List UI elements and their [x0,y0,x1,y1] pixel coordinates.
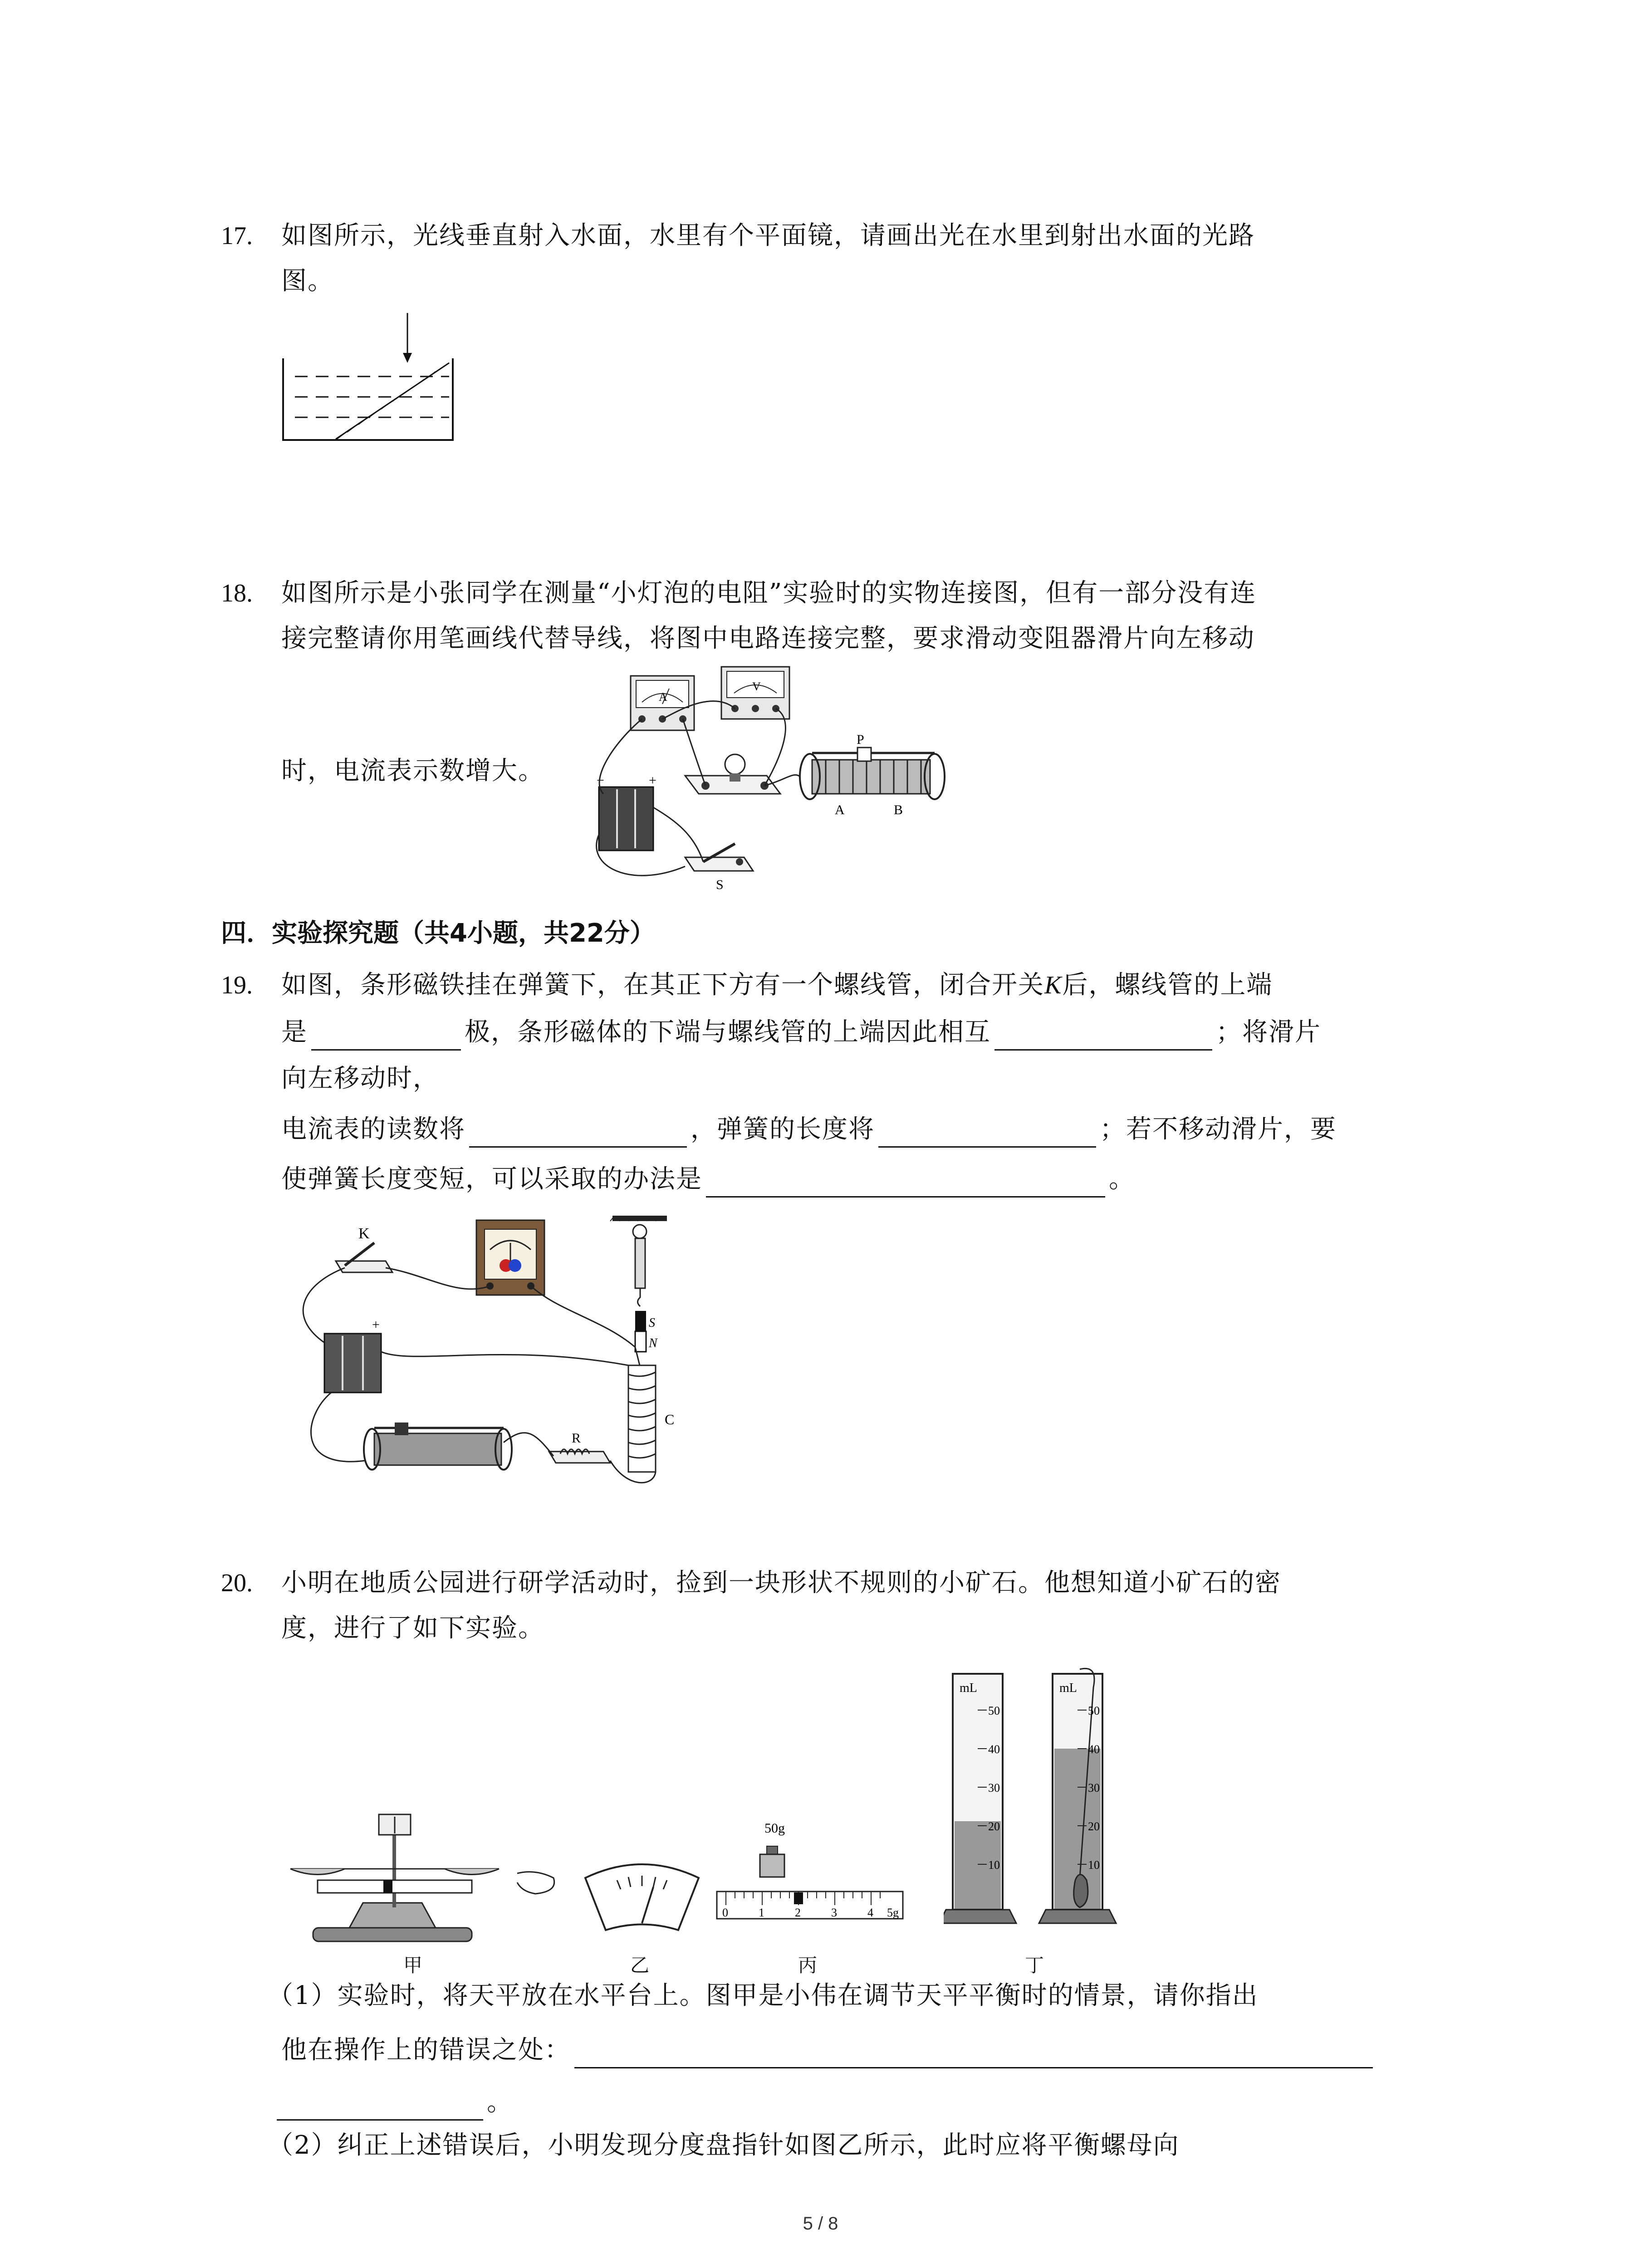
cyl2-tick-30: 30 [1088,1781,1100,1794]
q19-blank-pole[interactable] [311,1024,461,1051]
bar-magnet-icon [635,1311,646,1352]
q18-ammeter-label: A [659,690,667,704]
cyl1-tick-10: 10 [988,1858,1000,1872]
battery-icon [324,1334,381,1393]
q19-line1 [281,967,1273,1003]
q19-switch-label: K [358,1225,370,1242]
q19-line1-text-b: 后，螺线管的上端 [1062,970,1273,1000]
cyl1-tick-40: 40 [988,1743,1000,1756]
q20-sub1-end: 。 [487,2087,513,2117]
q19-line3: 向左移动时， [281,1064,439,1093]
cyl2-tick-40: 40 [1088,1743,1100,1756]
q18-figure-circuit [585,662,957,894]
q19-line2-text-a: 是 [281,1017,308,1047]
q19-south-label: S [649,1316,655,1330]
q19-line5-text-b: 。 [1109,1164,1135,1194]
q19-line2-text-b: 极，条形磁体的下端与螺线管的上端因此相互 [465,1017,991,1047]
q19-line4-text-a: 电流表的读数将 [281,1114,465,1144]
q20-number: 20. [221,1569,253,1597]
q20-line2: 度，进行了如下实验。 [281,1613,544,1643]
q20-blank-error-a[interactable] [574,2042,1373,2068]
q18-line3: 时，电流表示数增大。 [281,756,544,786]
q19-plus-label: + [372,1317,380,1332]
q19-figure-solenoid-circuit [277,1216,730,1506]
ruler-tick-3: 3 [831,1906,837,1919]
q20-line1: 小明在地质公园进行研学活动时，捡到一块形状不规则的小矿石。他想知道小矿石的密 [281,1568,1281,1598]
q17-figure-water-tank [277,308,458,445]
battery-icon [597,773,656,850]
q20-figure-dial [581,1855,703,1937]
q20-sub2-line: （2）纠正上述错误后，小明发现分度盘指针如图乙所示，此时应将平衡螺母向 [268,2131,1180,2160]
cyl2-tick-10: 10 [1088,1858,1100,1872]
q19-line4 [281,1111,1337,1148]
q20-figure-balance [281,1805,563,1955]
cyl1-unit: mL [960,1681,977,1695]
ruler-tick-2: 2 [795,1906,801,1919]
measuring-cylinder-with-rock-icon [1039,1668,1116,1923]
q20-caption-b: 乙 [630,1954,649,1976]
rheostat-icon [364,1422,512,1470]
q20-figure-weight-ruler [712,1814,907,1950]
svg-text:−: − [597,773,604,788]
q19-coil-label: C [665,1411,675,1427]
svg-text:+: + [649,773,656,788]
q18-line1: 如图所示是小张同学在测量“小灯泡的电阻”实验时的实物连接图，但有一部分没有连 [281,578,1257,608]
q20-caption-d: 丁 [1024,1954,1044,1976]
measuring-cylinder-icon [944,1674,1016,1923]
cyl2-unit: mL [1059,1681,1077,1695]
solenoid-icon [628,1365,656,1472]
q20-weight-label: 50g [764,1821,785,1836]
cyl1-tick-30: 30 [988,1781,1000,1794]
spring-scale-icon [633,1225,647,1306]
q19-blank-spring[interactable] [878,1121,1096,1148]
q17-line2: 图。 [281,266,334,296]
q18-slider-label: P [857,732,864,747]
q20-figure-cylinders [944,1660,1134,1932]
q19-line4-text-c: ；若不移动滑片，要 [1100,1114,1337,1144]
q19-line5 [281,1161,1135,1198]
cyl1-tick-50: 50 [988,1704,1000,1717]
q19-line2-text-c: ；将滑片 [1216,1017,1321,1047]
q18-voltmeter-label: V [752,680,761,693]
q19-blank-ammeter[interactable] [469,1121,687,1148]
q17-line1: 如图所示，光线垂直射入水面，水里有个平面镜，请画出光在水里到射出水面的光路 [281,221,1255,250]
q19-line4-text-b: ，弹簧的长度将 [691,1114,875,1144]
q19-north-label: N [649,1336,657,1350]
q19-line5-text-a: 使弹簧长度变短，可以采取的办法是 [281,1164,702,1194]
page-number: 5 / 8 [803,2214,838,2234]
q18-number: 18. [221,579,253,607]
ruler-tick-1: 1 [759,1906,764,1919]
q19-number: 19. [221,971,253,999]
resistor-icon [549,1449,610,1463]
q19-resistor-label: R [572,1431,581,1446]
cyl2-tick-50: 50 [1088,1704,1100,1717]
q18-end-b-label: B [894,802,903,817]
q17-number: 17. [221,222,253,250]
q18-switch-label: S [716,877,724,892]
q18-end-a-label: A [835,802,845,817]
ammeter-icon [476,1220,544,1295]
q20-caption-a: 甲 [403,1954,422,1976]
q20-caption-c: 丙 [798,1954,817,1976]
q20-sub1-line3 [277,2084,513,2121]
section-heading: 四．实验探究题（共4小题，共22分） [221,919,655,948]
q19-line2 [281,1014,1321,1051]
q20-blank-error-b[interactable] [277,2094,483,2121]
lamp-icon [685,754,780,794]
q20-sub1-text: 他在操作上的错误之处： [281,2035,571,2065]
q19-line1-text-a: 如图，条形磁铁挂在弹簧下，在其正下方有一个螺线管，闭合开关 [281,970,1044,1000]
q19-blank-interaction[interactable] [994,1024,1212,1051]
cyl2-tick-20: 20 [1088,1820,1100,1833]
q18-line2: 接完整请你用笔画线代替导线，将图中电路连接完整，要求滑动变阻器滑片向左移动 [281,624,1255,653]
q19-blank-method[interactable] [706,1171,1105,1198]
ruler-tick-5: 5g [887,1906,899,1919]
cyl1-tick-20: 20 [988,1820,1000,1833]
switch-icon [685,844,753,871]
q20-sub1-line2 [281,2032,1376,2068]
rheostat-icon [800,748,945,799]
ruler-tick-4: 4 [867,1906,873,1919]
q19-switch-k: K [1044,971,1063,999]
q20-sub1-line1: （1）实验时，将天平放在水平台上。图甲是小伟在调节天平平衡时的情景，请你指出 [268,1981,1259,2010]
ruler-tick-0: 0 [722,1906,728,1919]
